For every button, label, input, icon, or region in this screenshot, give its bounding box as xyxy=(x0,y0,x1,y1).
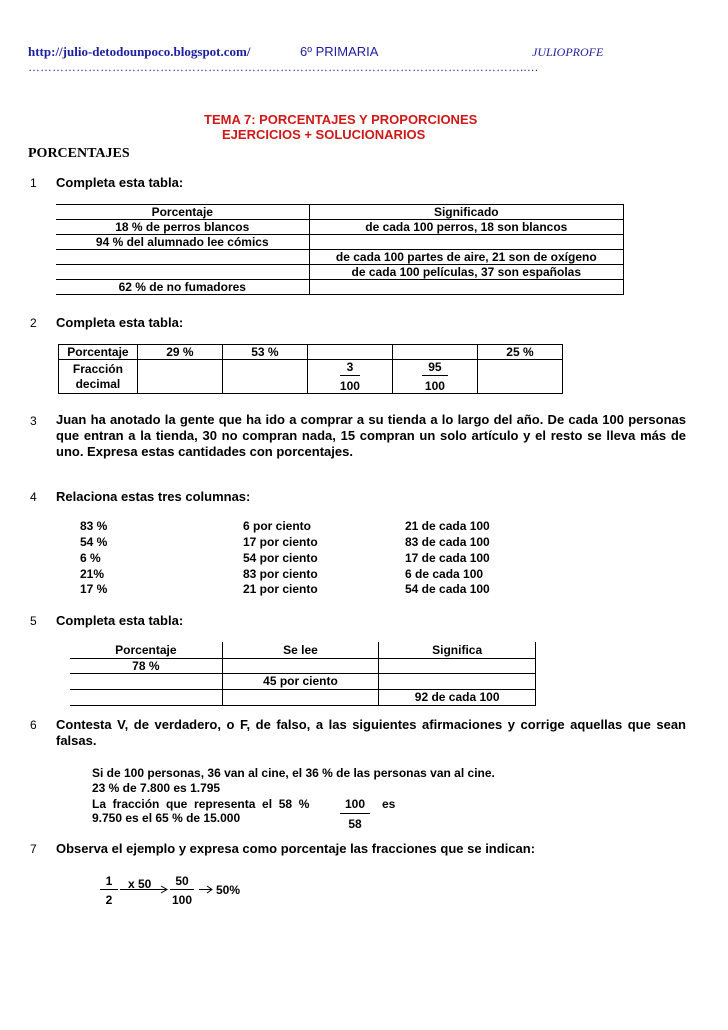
ex4-col2-item: 54 por ciento xyxy=(243,551,318,565)
ex1-cell xyxy=(56,250,309,265)
ex2-fraction-cell xyxy=(307,360,392,394)
ex5-instruction: Completa esta tabla: xyxy=(56,613,184,628)
ex4-col3-item: 6 de cada 100 xyxy=(405,567,484,581)
ex2-number: 2 xyxy=(30,316,37,330)
ex5-cell xyxy=(70,673,222,689)
ex4-col1-item: 54 % xyxy=(80,535,108,549)
ex4-col3-item: 54 de cada 100 xyxy=(405,582,490,596)
ex4-instruction: Relaciona estas tres columnas: xyxy=(56,489,251,504)
ex6-statement: 9.750 es el 65 % de 15.000 xyxy=(92,811,241,825)
ex1-cell xyxy=(309,235,623,250)
ex6-number: 6 xyxy=(30,718,37,732)
fraction xyxy=(422,360,447,393)
ex6-fraction-denominator: 58 xyxy=(348,817,362,831)
ex6-statement: Si de 100 personas, 36 van al cine, el 36 % de las personas van al cine. xyxy=(92,766,495,780)
ex6-statement: La fracción que representa el 58 % xyxy=(92,797,310,811)
ex4-col1-item: 6 % xyxy=(80,551,101,565)
ex2-cell: 25 % xyxy=(477,345,562,360)
ex1-header-meaning: Significado xyxy=(309,205,623,220)
ex5-header-means: Significa xyxy=(379,642,536,658)
header-dots: ……………………………………………………………………………………………………………..… xyxy=(28,60,539,74)
author-label: JULIOPROFE xyxy=(532,45,604,59)
section-heading: PORCENTAJES xyxy=(28,146,130,161)
ex2-row2-label xyxy=(59,360,138,394)
ex5-cell: 78 % xyxy=(70,658,222,673)
fraction-denominator: 100 xyxy=(424,379,445,393)
ex5-number: 5 xyxy=(30,614,37,628)
ex5-cell: 45 por ciento xyxy=(222,673,379,689)
ex2-fraction-cell xyxy=(392,360,477,394)
ex3-number: 3 xyxy=(30,414,37,428)
ex2-cell: 53 % xyxy=(222,345,307,360)
ex2-cell xyxy=(137,360,222,394)
ex7-result-percent: 50% xyxy=(216,883,241,897)
ex3-text: Juan ha anotado la gente que ha ido a comprar a su tienda a lo largo del año. De cada 100 personas que entran a la tienda, 30 no compran nada, 15 compran un solo artículo y el resto se lleva más de uno. Expresa estas cantidades con porcentajes. xyxy=(56,412,686,459)
ex7-instruction: Observa el ejemplo y expresa como porcentaje las fracciones que se indican: xyxy=(56,841,536,856)
ex4-col2-item: 83 por ciento xyxy=(243,567,318,581)
ex1-table xyxy=(56,204,624,295)
ex4-col3-item: 83 de cada 100 xyxy=(405,535,490,549)
ex5-cell xyxy=(222,689,379,705)
ex1-cell xyxy=(56,265,309,280)
ex2-row1-label: Porcentaje xyxy=(59,345,138,360)
ex2-row2-label-a: Fracción xyxy=(72,361,123,376)
ex6-statement: 23 % de 7.800 es 1.795 xyxy=(92,781,221,795)
ex2-table xyxy=(58,344,563,394)
ex2-cell xyxy=(477,360,562,394)
ex1-cell: 18 % de perros blancos xyxy=(56,220,309,235)
fraction-bar xyxy=(100,889,118,890)
fraction-denominator: 100 xyxy=(339,379,360,393)
ex4-col1-item: 17 % xyxy=(80,582,108,596)
ex5-cell xyxy=(379,658,536,673)
ex4-number: 4 xyxy=(30,490,37,504)
ex4-col3-item: 17 de cada 100 xyxy=(405,551,490,565)
fraction xyxy=(340,360,360,393)
page-subtitle: EJERCICIOS + SOLUCIONARIOS xyxy=(222,127,426,142)
ex5-cell xyxy=(379,673,536,689)
ex1-cell: 94 % del alumnado lee cómics xyxy=(56,235,309,250)
ex5-table xyxy=(70,642,536,706)
ex7-result-numerator: 50 xyxy=(175,874,189,888)
fraction-numerator: 95 xyxy=(422,360,447,376)
ex1-header-percent: Porcentaje xyxy=(56,205,309,220)
ex2-cell xyxy=(222,360,307,394)
ex7-operation: x 50 xyxy=(128,877,152,891)
ex5-header-read: Se lee xyxy=(222,642,379,658)
ex6-statement-end: es xyxy=(382,797,396,811)
right-arrow-icon xyxy=(198,885,214,894)
ex4-col1-item: 21% xyxy=(80,567,105,581)
page-title: TEMA 7: PORCENTAJES Y PROPORCIONES xyxy=(204,112,478,127)
ex7-number: 7 xyxy=(30,842,37,856)
ex2-instruction: Completa esta tabla: xyxy=(56,315,184,330)
ex4-col2-item: 21 por ciento xyxy=(243,582,318,596)
ex5-header-percent: Porcentaje xyxy=(70,642,222,658)
ex5-cell: 92 de cada 100 xyxy=(379,689,536,705)
ex1-cell: de cada 100 partes de aire, 21 son de oxígeno xyxy=(309,250,623,265)
ex2-cell xyxy=(392,345,477,360)
ex1-cell xyxy=(309,280,623,295)
ex7-frac-numerator: 1 xyxy=(105,874,113,888)
ex7-result-denominator: 100 xyxy=(171,893,193,907)
fraction-numerator: 3 xyxy=(340,360,360,376)
ex2-cell: 29 % xyxy=(137,345,222,360)
ex7-frac-denominator: 2 xyxy=(105,893,113,907)
fraction-bar xyxy=(170,889,194,890)
ex2-cell xyxy=(307,345,392,360)
right-arrow-icon xyxy=(118,885,170,894)
ex1-instruction: Completa esta tabla: xyxy=(56,175,184,190)
ex6-fraction-numerator: 100 xyxy=(340,797,370,814)
ex4-col2-item: 6 por ciento xyxy=(243,519,312,533)
ex1-cell: 62 % de no fumadores xyxy=(56,280,309,295)
ex1-cell: de cada 100 películas, 37 son españolas xyxy=(309,265,623,280)
ex4-col1-item: 83 % xyxy=(80,519,108,533)
ex5-cell xyxy=(70,689,222,705)
ex2-row2-label-b: decimal xyxy=(75,376,121,391)
ex5-cell xyxy=(222,658,379,673)
grade-label: 6º PRIMARIA xyxy=(300,44,379,59)
ex1-cell: de cada 100 perros, 18 son blancos xyxy=(309,220,623,235)
blog-url[interactable]: http://julio-detodounpoco.blogspot.com/ xyxy=(28,44,251,59)
ex6-instruction: Contesta V, de verdadero, o F, de falso, a las siguientes afirmaciones y corrige aquellas que sean falsas. xyxy=(56,717,686,748)
ex4-col2-item: 17 por ciento xyxy=(243,535,318,549)
ex1-number: 1 xyxy=(30,176,37,190)
ex4-col3-item: 21 de cada 100 xyxy=(405,519,490,533)
